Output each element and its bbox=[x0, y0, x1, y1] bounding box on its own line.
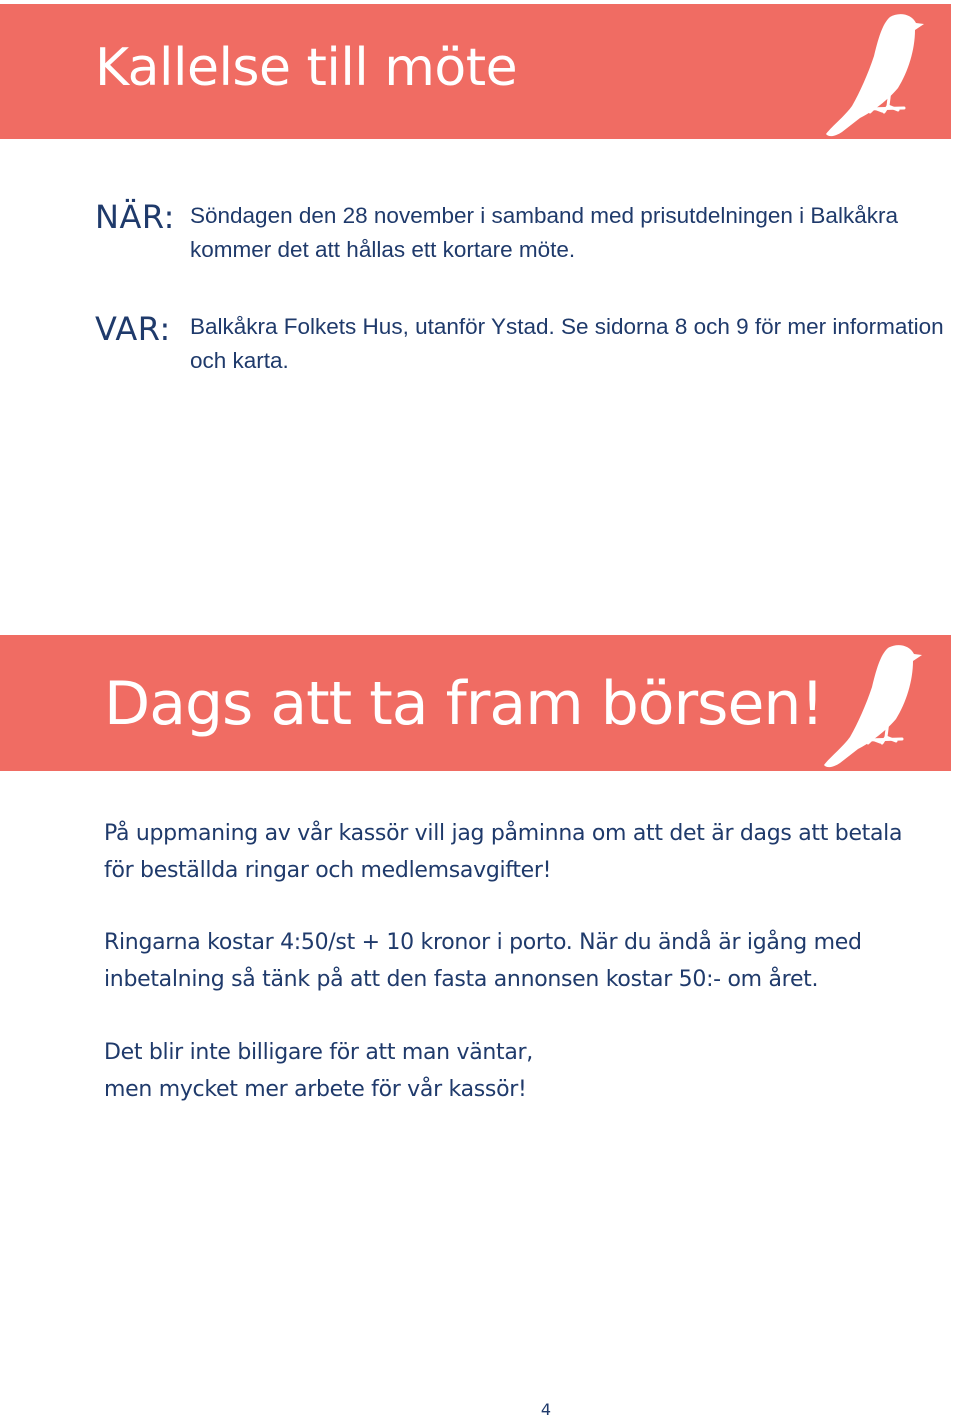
where-text: Balkåkra Folkets Hus, utanför Ystad. Se sidorna 8 och 9 för mer information och karta. bbox=[190, 314, 944, 373]
bird-icon bbox=[820, 8, 930, 138]
meeting-banner bbox=[0, 4, 951, 139]
reminder-paragraph: På uppmaning av vår kassör vill jag påminna om att det är dags att betala för beställda ringar och medlemsavgifter! bbox=[104, 821, 903, 883]
meeting-title: Kallelse till möte bbox=[95, 38, 518, 98]
bird-icon bbox=[818, 639, 928, 769]
closing-line-2: men mycket mer arbete för vår kassör! bbox=[104, 1077, 527, 1102]
closing-line-1: Det blir inte billigare för att man väntar, bbox=[104, 1040, 533, 1065]
payment-title: Dags att ta fram börsen! bbox=[104, 669, 824, 739]
where-label: VAR: bbox=[95, 310, 171, 348]
page-number: 4 bbox=[540, 1400, 552, 1419]
when-text: Söndagen den 28 november i samband med prisutdelningen i Balkåkra kommer det att hållas ett kortare möte. bbox=[190, 203, 898, 262]
payment-banner bbox=[0, 635, 951, 771]
price-paragraph: Ringarna kostar 4:50/st + 10 kronor i porto. När du ändå är igång med inbetalning så tänk på att den fasta annonsen kostar 50:- om året. bbox=[104, 930, 862, 992]
when-label: NÄR: bbox=[95, 198, 175, 236]
closing-paragraph bbox=[104, 1034, 924, 1108]
